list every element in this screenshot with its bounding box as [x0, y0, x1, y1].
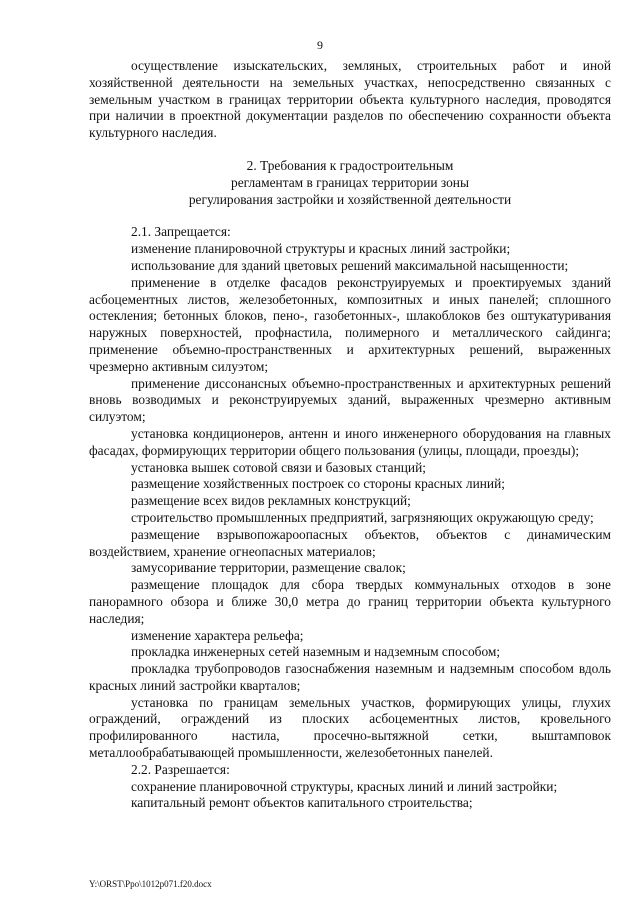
page-number: 9	[317, 38, 323, 52]
prohibited-item: изменение планировочной структуры и красных линий застройки;	[131, 241, 511, 257]
prohibited-item: прокладка инженерных сетей наземным и надземным способом;	[131, 644, 501, 660]
section-heading-line-2: регламентам в границах территории зоны	[231, 174, 469, 190]
prohibited-item: размещение взрывопожароопасных объектов, объектов с динамическим воздействием, хранение огнеопасных материалов;	[89, 526, 611, 559]
subsection-title-permitted: 2.2. Разрешается:	[131, 761, 230, 777]
section-heading-line-1: 2. Требования к градостроительным	[246, 157, 454, 173]
prohibited-item: строительство промышленных предприятий, загрязняющих окружающую среду;	[131, 509, 594, 525]
prohibited-item: применение в отделке фасадов реконструируемых и проектируемых зданий асбоцементных листов, железобетонных, композитных и иных панелей; сплошного остекления; бетонных блоков, пено-, газобетонных-, шлакоблоков без оштукатуривания наружных поверхностей, профнастила, полимерного и металлического сайдинга; применение объемно-пространственных и архитектурных решений, выраженных чрезмерно активным силуэтом;	[89, 274, 611, 374]
prohibited-item: размещение хозяйственных построек со стороны красных линий;	[131, 476, 505, 492]
prohibited-item: использование для зданий цветовых решений максимальной насыщенности;	[131, 257, 569, 273]
prohibited-item: применение диссонансных объемно-пространственных и архитектурных решений вновь возводимых и реконструируемых зданий, выраженных чрезмерно активным силуэтом;	[89, 375, 611, 425]
prohibited-item: прокладка трубопроводов газоснабжения наземным и надземным способом вдоль красных линий застройки кварталов;	[89, 661, 611, 693]
prohibited-item: изменение характера рельефа;	[131, 627, 304, 643]
prohibited-item: замусоривание территории, размещение свалок;	[131, 560, 406, 576]
permitted-item: капитальный ремонт объектов капитального строительства;	[131, 795, 473, 811]
document-body	[89, 58, 611, 812]
intro-paragraph: осуществление изыскательских, земляных, строительных работ и иной хозяйственной деятельности на земельных участках, непосредственно связанных с земельным участком в границах территории объекта культурного наследия, проводятся при наличии в проектной документации разделов по обеспечению сохранности объекта культурного наследия.	[89, 58, 611, 141]
permitted-item: сохранение планировочной структуры, красных линий и линий застройки;	[131, 778, 558, 794]
prohibited-item: установка вышек сотовой связи и базовых станций;	[131, 459, 426, 475]
section-heading-line-3: регулирования застройки и хозяйственной деятельности	[188, 191, 512, 207]
prohibited-item: размещение площадок для сбора твердых коммунальных отходов в зоне панорамного обзора и ближе 30,0 метра до границ территории объекта культурного наследия;	[89, 577, 611, 626]
subsection-title-prohibited: 2.1. Запрещается:	[131, 224, 231, 240]
file-path-footer: Y:\ORST\Ppo\1012p071.f20.docx	[89, 879, 212, 889]
prohibited-item: установка кондиционеров, антенн и иного инженерного оборудования на главных фасадах, формирующих территории общего пользования (улицы, площади, проезды);	[89, 425, 611, 458]
prohibited-item: установка по границам земельных участков, формирующих улицы, глухих ограждений, ограждений из плоских асбоцементных листов, кровельного профилированного настила, просечно-вытяжной сетки, выштамповок металлообрабатывающей промышленности, железобетонных панелей.	[89, 694, 611, 761]
prohibited-item: размещение всех видов рекламных конструкций;	[131, 493, 411, 509]
